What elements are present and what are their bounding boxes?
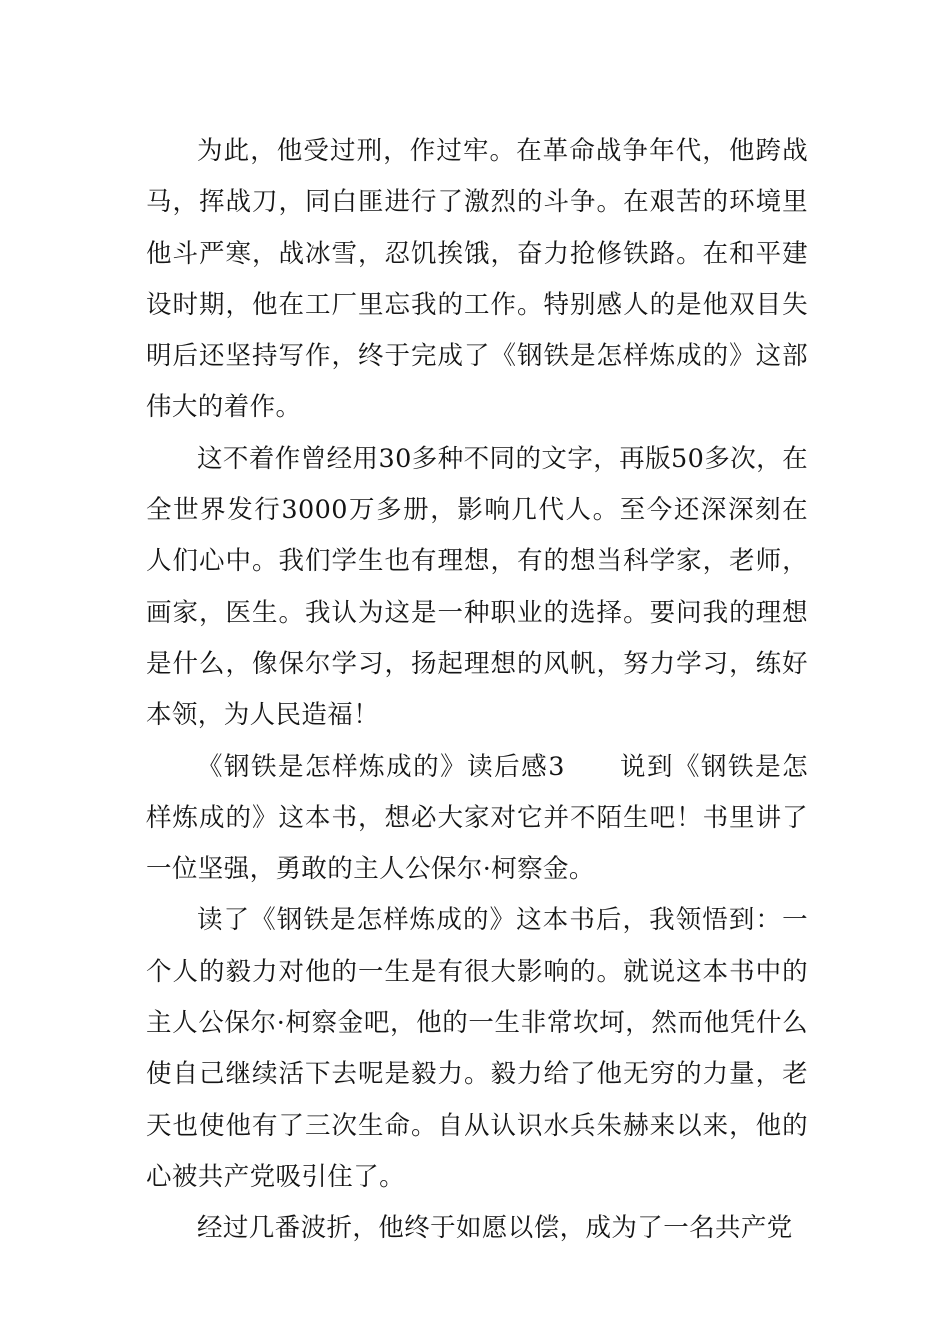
document-body (146, 126, 808, 1255)
paragraph-1: 为此，他受过刑，作过牢。在革命战争年代，他跨战马，挥战刀，同白匪进行了激烈的斗争。在艰苦的环境里他斗严寒，战冰雪，忍饥挨饿，奋力抢修铁路。在和平建设时期，他在工厂里忘我的工作。特别感人的是他双目失明后还坚持写作，终于完成了《钢铁是怎样炼成的》这部伟大的着作。 (146, 136, 808, 423)
paragraph-2: 这不着作曾经用30多种不同的文字，再版50多次，在全世界发行3000万多册，影响几代人。至今还深深刻在人们心中。我们学生也有理想，有的想当科学家，老师，画家，医生。我认为这是一种职业的选择。要问我的理想是什么，像保尔学习，扬起理想的风帆，努力学习，练好本领，为人民造福！ (146, 443, 808, 731)
paragraph-3: 《钢铁是怎样炼成的》读后感3 说到《钢铁是怎样炼成的》这本书，想必大家对它并不陌生吧！书里讲了一位坚强，勇敢的主人公保尔·柯察金。 (146, 751, 808, 885)
paragraph-5: 经过几番波折，他终于如愿以偿，成为了一名共产党 (197, 1213, 793, 1244)
paragraph-4: 读了《钢铁是怎样炼成的》这本书后，我领悟到：一个人的毅力对他的一生是有很大影响的。就说这本书中的主人公保尔·柯察金吧，他的一生非常坎坷，然而他凭什么使自己继续活下去呢是毅力。毅力给了他无穷的力量，老天也使他有了三次生命。自从认识水兵朱赫来以来，他的心被共产党吸引住了。 (146, 905, 808, 1192)
